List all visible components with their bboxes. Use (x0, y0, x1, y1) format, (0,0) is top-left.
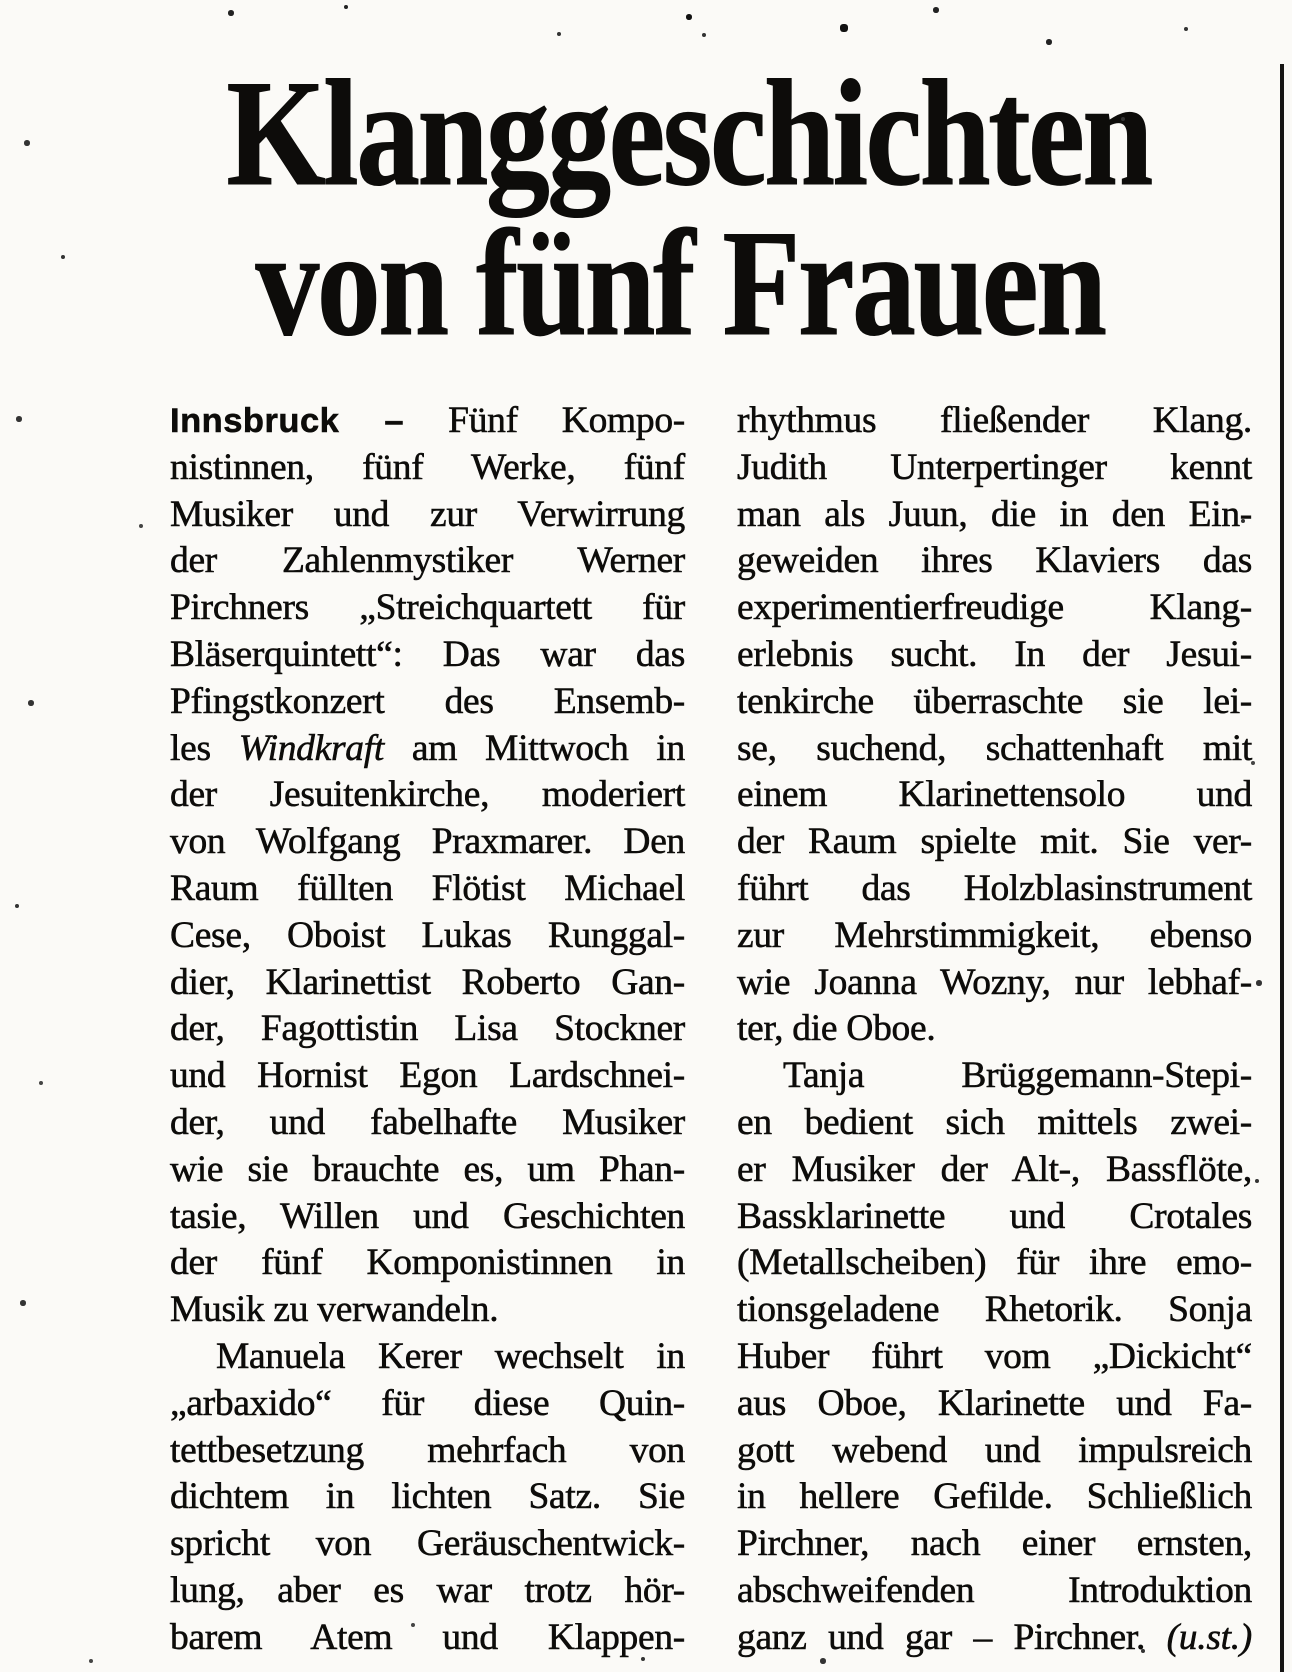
text-line (737, 632, 1252, 679)
text-segment: spricht von Geräuschentwick- (170, 1523, 685, 1565)
text-segment: und Hornist Egon Lardschnei- (170, 1055, 685, 1097)
text-line (737, 819, 1252, 866)
text-segment: Cese, Oboist Lukas Runggal- (170, 914, 685, 956)
text-line (737, 1194, 1252, 1241)
text-segment: von Wolfgang Praxmarer. Den (170, 821, 685, 863)
text-line (170, 632, 685, 679)
headline-line-1: Klanggeschichten (226, 49, 1151, 217)
text-segment: rhythmus fließender Klang. (737, 400, 1252, 441)
text-line (737, 726, 1252, 773)
text-line (170, 1240, 685, 1287)
text-segment: am Mittwoch in (383, 727, 685, 769)
column-separator-rule (1280, 64, 1284, 1672)
text-line (737, 960, 1252, 1007)
text-line (170, 398, 685, 445)
text-line (737, 1100, 1252, 1147)
text-line (170, 1521, 685, 1568)
text-segment: tettbesetzung mehrfach von (170, 1429, 685, 1471)
text-line (737, 1006, 1252, 1053)
article-body (170, 398, 1255, 1662)
text-line (170, 445, 685, 492)
text-segment: tenkirche überraschte sie lei- (737, 680, 1252, 722)
text-line (170, 1474, 685, 1521)
text-segment: (Metallscheiben) für ihre emo- (737, 1242, 1252, 1284)
text-line (170, 866, 685, 913)
text-segment: Tanja Brüggemann-Stepi- (783, 1055, 1252, 1097)
text-line (737, 1240, 1252, 1287)
text-segment: man als Juun, die in den Ein- (737, 493, 1252, 535)
text-segment: dier, Klarinettist Roberto Gan- (170, 961, 685, 1003)
text-segment: der Jesuitenkirche, moderiert (170, 774, 685, 816)
text-line (170, 679, 685, 726)
text-segment: Bläserquintett“: Das war das (170, 633, 685, 675)
article-headline (140, 49, 1220, 367)
text-line (737, 1568, 1252, 1615)
column-right (737, 398, 1252, 1662)
text-line (737, 679, 1252, 726)
scan-noise (0, 0, 2, 2)
text-segment: abschweifenden Introduktion (737, 1569, 1252, 1611)
text-line (737, 445, 1252, 492)
text-segment: en bedient sich mittels zwei- (737, 1101, 1252, 1143)
text-line (170, 960, 685, 1007)
text-line (170, 1568, 685, 1615)
text-segment: einem Klarinettensolo und (737, 774, 1252, 816)
headline-line-2: von fünf Frauen (255, 199, 1105, 367)
text-segment: Musiker und zur Verwirrung (170, 493, 685, 535)
text-line (737, 1147, 1252, 1194)
text-segment: Raum füllten Flötist Michael (170, 867, 685, 909)
text-segment: Judith Unterpertinger kennt (737, 446, 1252, 488)
text-line (737, 1334, 1252, 1381)
text-line (170, 585, 685, 632)
text-line (737, 1381, 1252, 1428)
text-line (170, 538, 685, 585)
text-line (170, 1334, 685, 1381)
text-segment: ter, die Oboe. (737, 1008, 936, 1050)
text-segment: tionsgeladene Rhetorik. Sonja (737, 1289, 1252, 1331)
text-line (737, 1428, 1252, 1475)
text-line (737, 1521, 1252, 1568)
text-segment: Pirchner, nach einer ernsten, (737, 1523, 1252, 1565)
text-line (170, 1053, 685, 1100)
text-line (170, 1428, 685, 1475)
text-segment: der fünf Komponistinnen in (170, 1242, 685, 1284)
text-segment: wie Joanna Wozny, nur lebhaf- (737, 961, 1252, 1003)
text-segment: führt das Holzblasinstrument (737, 867, 1252, 909)
text-segment: experimentierfreudige Klang- (737, 587, 1252, 629)
text-line (170, 1615, 685, 1662)
text-segment: Pirchners „Streichquartett für (170, 587, 685, 629)
text-segment: der, Fagottistin Lisa Stockner (170, 1008, 685, 1050)
text-line (170, 819, 685, 866)
text-line (170, 1381, 685, 1428)
text-line (737, 492, 1252, 539)
text-segment: erlebnis sucht. In der Jesui- (737, 633, 1252, 675)
text-segment: gott webend und impulsreich (737, 1429, 1252, 1471)
text-segment: der, und fabelhafte Musiker (170, 1101, 685, 1143)
text-segment: zur Mehrstimmigkeit, ebenso (737, 914, 1252, 956)
text-line (737, 398, 1252, 445)
text-line (737, 772, 1252, 819)
text-line (737, 866, 1252, 913)
text-segment: se, suchend, schattenhaft mit (737, 727, 1252, 769)
text-segment: Fünf Kompo- (404, 400, 685, 441)
text-line (170, 1147, 685, 1194)
text-line (170, 1100, 685, 1147)
text-segment: barem Atem und Klappen- (170, 1616, 685, 1658)
text-line (737, 1053, 1252, 1100)
text-line (170, 772, 685, 819)
text-line (737, 1287, 1252, 1334)
text-line (737, 538, 1252, 585)
text-segment: der Zahlenmystiker Werner (170, 540, 685, 582)
text-segment: nistinnen, fünf Werke, fünf (170, 446, 685, 488)
dateline-city: Innsbruck – (170, 402, 405, 440)
text-segment: Bassklarinette und Crotales (737, 1195, 1252, 1237)
text-line (170, 1194, 685, 1241)
text-segment: Pfingstkonzert des Ensemb- (170, 680, 685, 722)
text-segment: les (170, 727, 239, 769)
text-segment: „arbaxido“ für diese Quin- (170, 1382, 685, 1424)
text-line (170, 913, 685, 960)
text-line (170, 726, 685, 773)
italic-text: Windkraft (238, 727, 384, 769)
text-line (737, 1474, 1252, 1521)
text-segment: geweiden ihres Klaviers das (737, 540, 1252, 582)
text-segment: wie sie brauchte es, um Phan- (170, 1148, 685, 1190)
text-line (170, 1287, 685, 1334)
text-segment: in hellere Gefilde. Schließlich (737, 1476, 1252, 1518)
text-segment: er Musiker der Alt-, Bassflöte, (737, 1148, 1252, 1190)
text-segment: aus Oboe, Klarinette und Fa- (737, 1382, 1252, 1424)
text-segment: der Raum spielte mit. Sie ver- (737, 821, 1252, 863)
text-segment: dichtem in lichten Satz. Sie (170, 1476, 685, 1518)
text-segment: tasie, Willen und Geschichten (170, 1195, 685, 1237)
text-line (737, 913, 1252, 960)
text-segment: Manuela Kerer wechselt in (216, 1335, 685, 1377)
text-line (737, 1615, 1252, 1662)
text-line (170, 1006, 685, 1053)
text-segment: lung, aber es war trotz hör- (170, 1569, 685, 1611)
text-segment: Musik zu verwandeln. (170, 1289, 499, 1331)
text-line (170, 492, 685, 539)
text-segment: ganz und gar – Pirchner. (737, 1616, 1167, 1658)
text-segment: Huber führt vom „Dickicht“ (737, 1335, 1252, 1377)
text-line (737, 585, 1252, 632)
italic-text: (u.st.) (1166, 1616, 1252, 1658)
column-left (170, 398, 685, 1662)
